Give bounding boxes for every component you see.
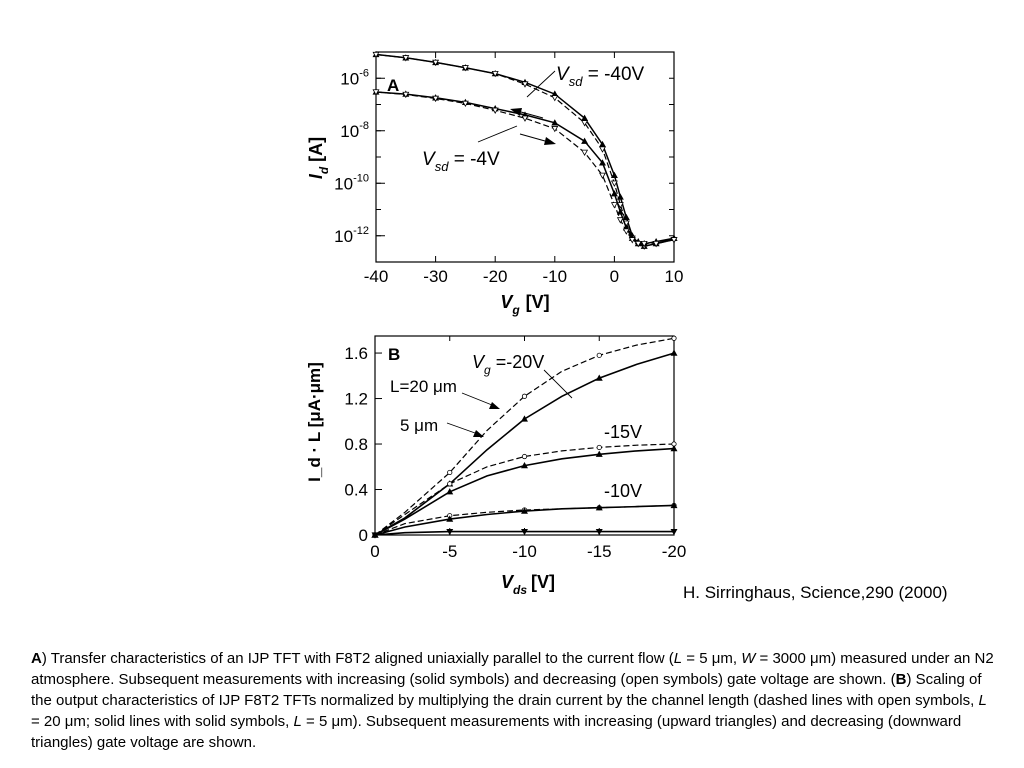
caption-part-4: ) Scaling of the output characteristics of IJP F8T2 TFTs normalized by multiplying the drain current by the channel length (dashed lines with open symbols, — [31, 671, 982, 709]
annot-l5-arrowhead — [473, 430, 484, 437]
panel-a-arrow-decreasing — [520, 134, 545, 141]
panel-b-annotation-l20: L=20 μm — [390, 377, 457, 396]
caption-part-6: = 5 μm). Subsequent measurements with increasing (upward triangles) and decreasing (downward triangles) gate voltage are shown. — [31, 713, 962, 751]
panel-a-xtick-label: -40 — [363, 267, 389, 286]
panel-a-ytick-label — [334, 225, 369, 246]
panel-a-xlabel-sub: g — [512, 303, 520, 317]
panel-a-ytick-label — [334, 172, 369, 193]
panel-a-data-point — [612, 203, 618, 208]
panel-b-ytick-label: 1.2 — [344, 389, 368, 409]
annot-vg20-sub: g — [484, 363, 491, 377]
caption-var-l2: L — [978, 692, 987, 709]
panel-a-chart — [306, 52, 683, 317]
annot-l20-arrowhead — [489, 402, 500, 409]
caption-part-1: ) Transfer characteristics of an IJP TFT with F8T2 aligned uniaxially parallel to the current flow ( — [41, 650, 674, 667]
panel-b-ylabel: I_d · L [μA·μm] — [305, 362, 324, 482]
panel-a-ytick-label — [340, 67, 369, 88]
panel-b-data-point — [522, 454, 526, 458]
panel-a-ytick-base: 10 — [340, 69, 360, 89]
panel-a-ylabel — [306, 137, 331, 179]
annot-l5-leader — [447, 423, 475, 433]
annot-vsd4-leader — [478, 126, 517, 142]
panel-a-data-point — [612, 173, 618, 178]
annot-vg20-main: V — [472, 352, 485, 372]
annot-vsd4-rest: = -4V — [448, 149, 500, 170]
panel-b-data-point — [448, 482, 452, 486]
annot-vsd4-sub: sd — [434, 159, 449, 174]
panel-b-data-point — [597, 353, 601, 357]
panel-a-xtick-label: -30 — [423, 267, 448, 286]
panel-a-label: A — [387, 76, 400, 95]
annot-vsd40-main: V — [556, 64, 569, 85]
panel-a-xtick-label: 10 — [664, 267, 684, 286]
caption-part-5: = 20 μm; solid lines with solid symbols, — [31, 713, 294, 730]
panel-b-xtick-label: -20 — [661, 542, 687, 561]
panel-a-data-point — [600, 173, 606, 178]
annot-l20-leader — [462, 393, 492, 405]
panel-a-ytick-exp: -8 — [359, 119, 369, 132]
panel-a-ytick-exp: -6 — [359, 67, 369, 80]
panel-a-xtick-label: -10 — [542, 267, 568, 286]
caption-letter-a: A — [31, 650, 42, 667]
panel-b-xlabel-main: V — [500, 572, 513, 592]
panel-b-xtick-label: -15 — [586, 542, 612, 561]
caption-part-3: = 3000 μm) measured under an N2 atmosphere. Subsequent measurements with increasing (solid symbols) and decreasing (open symbols) gate voltage are shown. ( — [31, 650, 994, 688]
panel-a-xtick-label: 0 — [609, 267, 620, 286]
panel-a-xtick-label: -20 — [482, 267, 508, 286]
panel-b-xtick-label: -10 — [512, 542, 537, 561]
figure-citation: H. Sirringhaus, Science,290 (2000) — [683, 583, 948, 602]
panel-b-data-point — [671, 350, 677, 355]
panel-a-annotation-vsd40 — [556, 64, 645, 89]
caption-part-2: = 5 μm, — [682, 650, 742, 667]
caption-var-w: W — [741, 650, 756, 667]
panel-a-xlabel-main: V — [500, 292, 513, 312]
panel-a-xlabel-unit: [V] — [525, 292, 550, 312]
panel-a-data-point — [582, 150, 588, 155]
panel-a-ytick-base: 10 — [334, 226, 354, 246]
annot-vsd40-rest: = -40V — [582, 64, 645, 85]
caption-var-l3: L — [293, 713, 302, 730]
annot-vsd4-main: V — [422, 149, 435, 170]
panel-a-ytick-exp: -12 — [353, 224, 369, 237]
panel-b-ytick-label: 0.8 — [344, 435, 368, 455]
panel-b-xlabel-unit: [V] — [531, 572, 556, 592]
panel-b-label: B — [388, 345, 401, 364]
panel-a-ylabel-main: I — [306, 174, 326, 180]
panel-a-data-point — [552, 96, 558, 101]
panel-b-data-point — [448, 470, 452, 474]
caption-var-l1: L — [673, 650, 683, 667]
panel-a-ytick-label — [340, 120, 369, 141]
panel-b-chart — [305, 336, 686, 597]
panel-a-ytick-exp: -10 — [353, 172, 369, 185]
panel-a-ytick-base: 10 — [340, 121, 360, 141]
panel-a-ytick-base: 10 — [334, 174, 354, 194]
panel-b-xlabel-sub: ds — [513, 583, 528, 597]
figure-caption — [31, 648, 999, 753]
panel-b-ytick-label: 1.6 — [344, 344, 368, 364]
panel-b-annotation-vg20 — [472, 352, 544, 377]
panel-b-annotation-l5: 5 μm — [400, 416, 439, 435]
panel-a-ylabel-sub: d — [317, 166, 331, 175]
panel-a-xlabel — [500, 292, 549, 317]
panel-a-data-point — [618, 218, 624, 223]
panel-b-xtick-label: -5 — [442, 542, 458, 561]
panel-b-ytick-label: 0 — [358, 526, 368, 545]
panel-a-arrow-decreasing-head — [544, 137, 556, 145]
panel-b-data-point — [672, 336, 676, 340]
panel-a-ylabel-unit: [A] — [306, 136, 326, 162]
annot-vsd40-sub: sd — [568, 74, 583, 89]
panel-a-annotation-vsd4 — [422, 149, 500, 174]
panel-b-annotation-vg15: -15V — [604, 422, 643, 442]
caption-letter-b: B — [895, 671, 907, 688]
panel-b-data-point — [522, 394, 526, 398]
panel-b-ytick-label: 0.4 — [344, 480, 368, 500]
panel-b-data-point — [597, 445, 601, 449]
panel-b-xlabel — [501, 572, 555, 597]
annot-vg20-rest: =-20V — [490, 352, 545, 372]
panel-b-xtick-label: 0 — [370, 542, 380, 561]
panel-b-annotation-vg10: -10V — [604, 481, 643, 501]
